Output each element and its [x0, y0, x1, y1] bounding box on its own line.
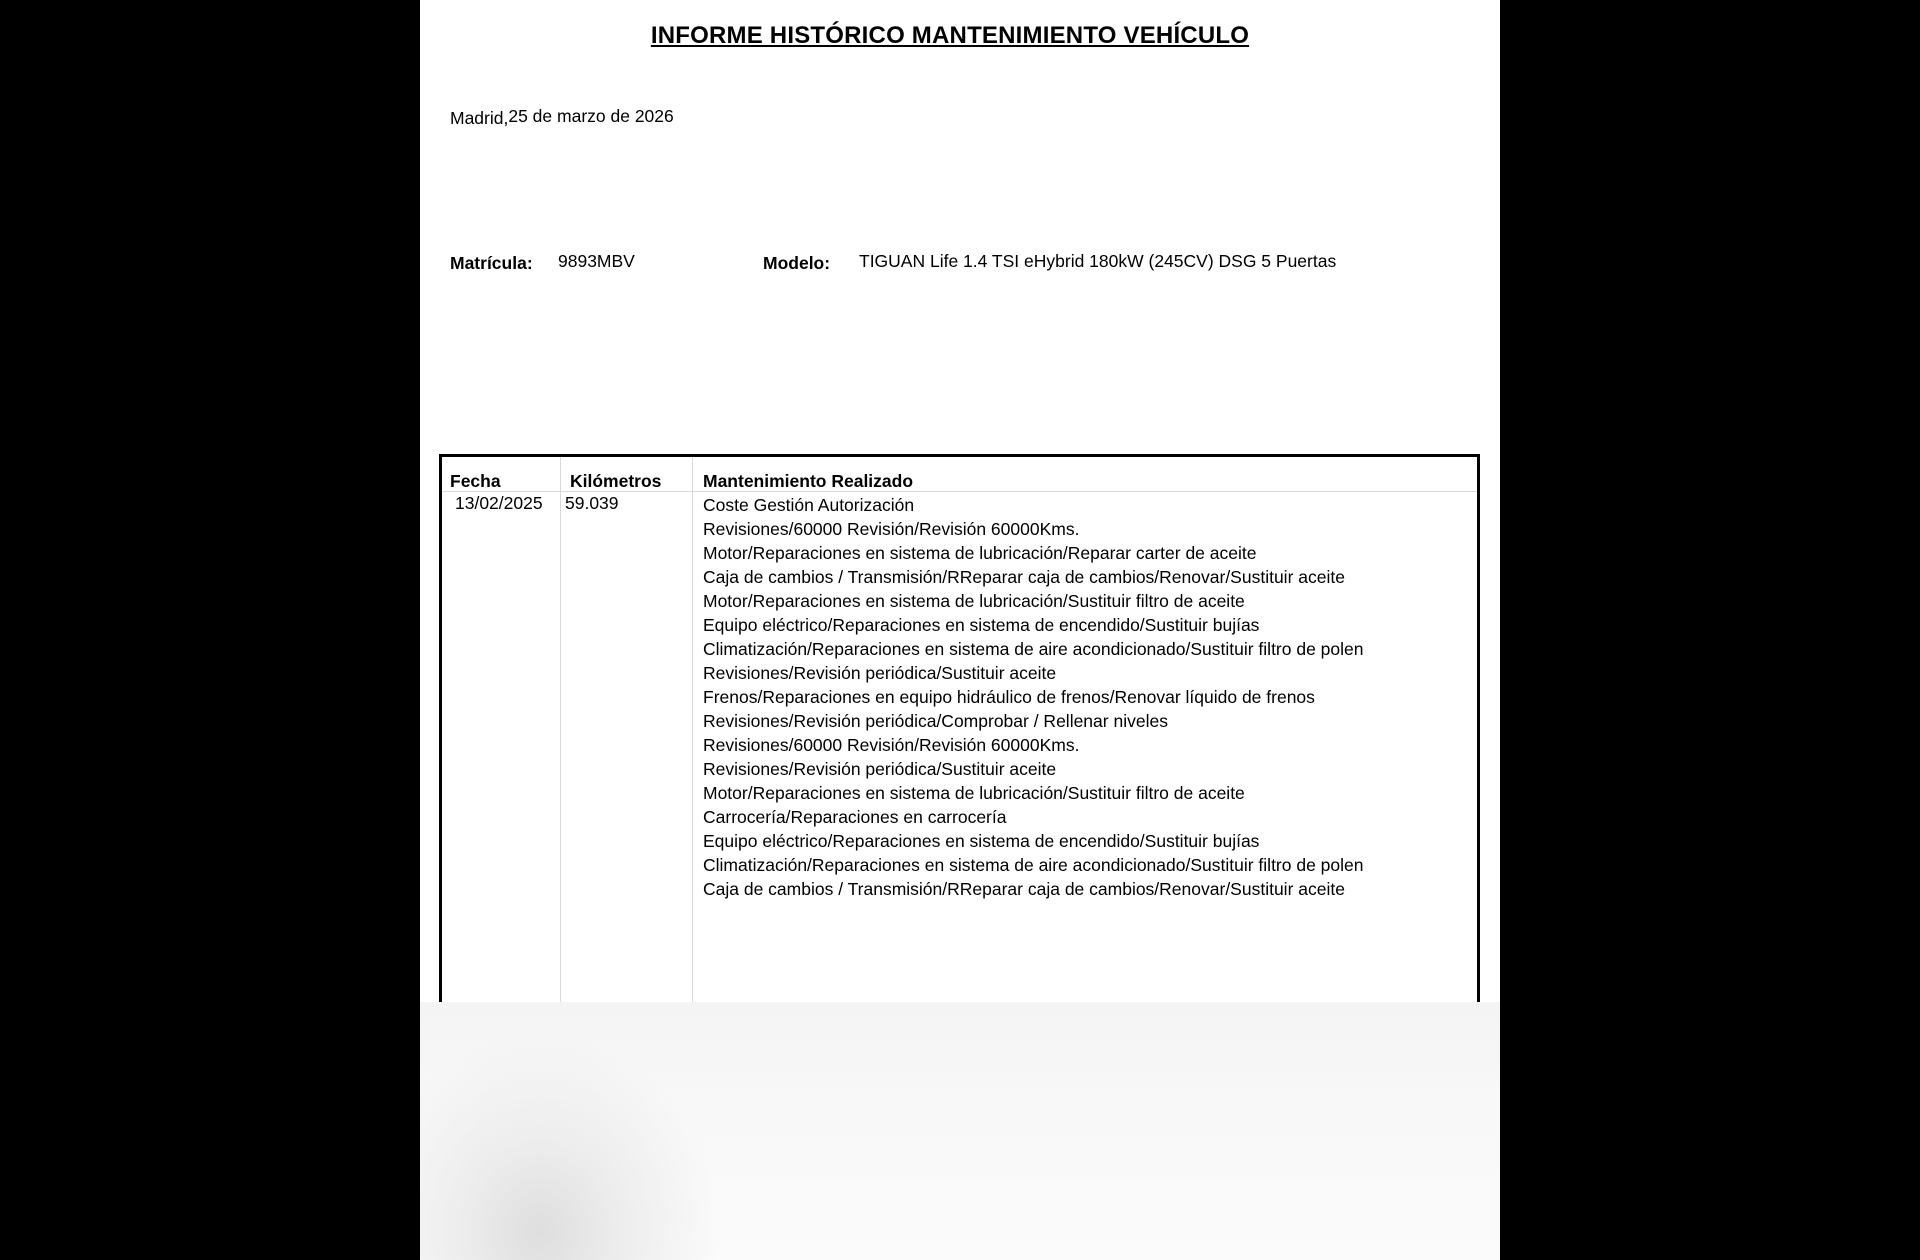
row-date: 13/02/2025 — [455, 493, 543, 513]
plate-label: Matrícula: — [450, 253, 533, 273]
report-date: 25 de marzo de 2026 — [508, 106, 674, 126]
maintenance-item: Motor/Reparaciones en sistema de lubricación/Sustituir filtro de aceite — [703, 783, 1245, 803]
maintenance-item: Equipo eléctrico/Reparaciones en sistema de encendido/Sustituir bujías — [703, 831, 1260, 851]
header-date: Fecha — [450, 471, 501, 491]
maintenance-item: Revisiones/Revisión periódica/Sustituir aceite — [703, 663, 1057, 683]
maintenance-item: Caja de cambios / Transmisión/RReparar caja de cambios/Renovar/Sustituir aceite — [703, 567, 1345, 587]
maintenance-item: Motor/Reparaciones en sistema de lubricación/Sustituir filtro de aceite — [703, 591, 1245, 611]
blurred-area — [420, 1002, 1500, 1260]
header-work: Mantenimiento Realizado — [703, 471, 914, 491]
row-work-list — [703, 493, 1383, 901]
model-label: Modelo: — [763, 253, 831, 273]
maintenance-item: Climatización/Reparaciones en sistema de aire acondicionado/Sustituir filtro de polen — [703, 855, 1364, 875]
row-km: 59.039 — [565, 493, 619, 513]
maintenance-item: Revisiones/60000 Revisión/Revisión 60000Kms. — [703, 519, 1080, 539]
document-page — [420, 0, 1500, 1260]
report-title: INFORME HISTÓRICO MANTENIMIENTO VEHÍCULO — [650, 22, 1250, 49]
header-km: Kilómetros — [570, 471, 662, 491]
maintenance-item: Revisiones/60000 Revisión/Revisión 60000Kms. — [703, 735, 1080, 755]
maintenance-item: Equipo eléctrico/Reparaciones en sistema de encendido/Sustituir bujías — [703, 615, 1260, 635]
maintenance-item: Coste Gestión Autorización — [703, 495, 915, 515]
plate-value: 9893MBV — [558, 251, 635, 271]
maintenance-item: Revisiones/Revisión periódica/Comprobar / Rellenar niveles — [703, 711, 1168, 731]
maintenance-item: Carrocería/Reparaciones en carrocería — [703, 807, 1007, 827]
place-date — [450, 106, 674, 127]
maintenance-item: Motor/Reparaciones en sistema de lubricación/Reparar carter de aceite — [703, 543, 1257, 563]
maintenance-item: Frenos/Reparaciones en equipo hidráulico de frenos/Renovar líquido de frenos — [703, 687, 1315, 707]
city: Madrid, — [450, 108, 509, 128]
model-value: TIGUAN Life 1.4 TSI eHybrid 180kW (245CV) DSG 5 Puertas — [859, 251, 1337, 271]
maintenance-item: Climatización/Reparaciones en sistema de aire acondicionado/Sustituir filtro de polen — [703, 639, 1364, 659]
maintenance-item: Caja de cambios / Transmisión/RReparar caja de cambios/Renovar/Sustituir aceite — [703, 879, 1345, 899]
maintenance-item: Revisiones/Revisión periódica/Sustituir aceite — [703, 759, 1057, 779]
